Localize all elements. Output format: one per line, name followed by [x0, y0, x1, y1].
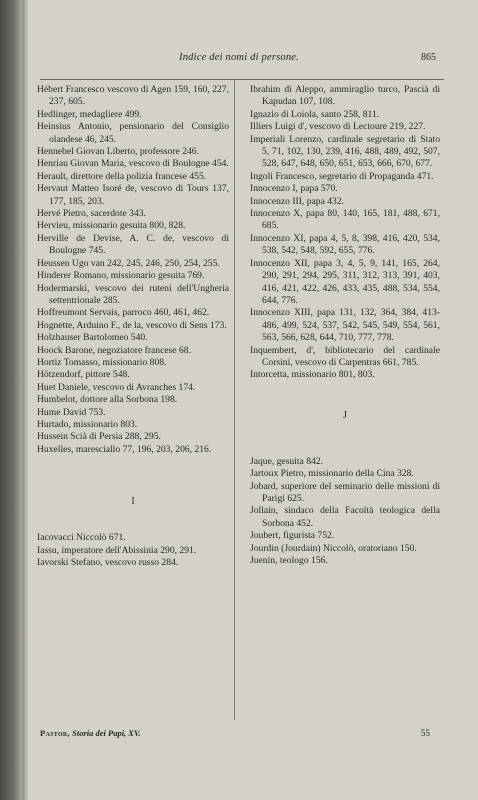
index-entry: Hinderer Romano, missionario gesuita 769.: [37, 270, 205, 282]
left-entries-bottom: [37, 532, 229, 569]
index-entry: Holzhauser Bartolomeo 540.: [37, 332, 148, 344]
index-entry: Jartoux Pietro, missionario della Cina 328.: [250, 468, 414, 480]
index-entry: Humbelot, dottore alla Sorbona 198.: [37, 394, 178, 406]
index-entry: Innocenzo X, papa 80, 140, 165, 181, 488, 671, 685.: [250, 208, 440, 232]
header-rule: [40, 79, 444, 80]
index-entry: Hussein Scià di Persia 288, 295.: [37, 431, 161, 443]
index-entry: Hortiz Tomasso, missionario 808.: [37, 356, 167, 368]
index-entry: Heinsius Antonio, pensionario del Consiglio olandese 46, 245.: [37, 121, 229, 145]
index-entry: Hoock Barone, negoziatore francese 68.: [37, 344, 191, 356]
column-divider: [234, 80, 235, 720]
section-j: [250, 382, 440, 456]
footer-citation: [40, 728, 141, 738]
index-entry: Hervaut Matteo Isoré de, vescovo di Tours 137, 177, 185, 203.: [37, 183, 229, 207]
index-entry: Huxelles, maresciallo 77, 196, 203, 206, 216.: [37, 443, 212, 455]
index-entry: Jaque, gesuita 842.: [250, 455, 324, 467]
index-entry: Jollain, sindaco della Facoltà teologica della Sorbona 452.: [250, 505, 440, 529]
index-entry: Iavorski Stefano, vescovo russo 284.: [37, 557, 179, 568]
footer-author: Pastor,: [40, 728, 70, 738]
index-entry: Hedlinger, medagliere 499.: [37, 108, 142, 120]
index-entry: Hébert Francesco vescovo di Agen 159, 160, 227, 237, 605.: [37, 84, 229, 108]
index-entry: Innocenzo I, papa 570.: [250, 183, 338, 195]
index-entry: Innocenzo III, papa 432.: [250, 195, 345, 207]
index-entry: Huet Daniele, vescovo di Avranches 174.: [37, 381, 196, 393]
section-letter-i: I: [131, 496, 135, 508]
page-number: 865: [421, 52, 436, 63]
book-binding: [0, 0, 22, 800]
page-footer: [40, 728, 438, 742]
index-entry: Joubert, figurista 752.: [250, 530, 335, 542]
index-entry: Hervé Pietro, sacerdote 343.: [37, 208, 146, 220]
index-entry: Innocenzo XIII, papa 131, 132, 364, 384, 413-486, 499, 524, 537, 542, 545, 549, 554, 561, 563, 566, 628, 644, 710, 777, 778.: [250, 307, 440, 344]
left-entries-top: [37, 84, 229, 456]
index-entry: Ibrahim di Aleppo, ammiraglio turco, Pascià di Kapudan 107, 108.: [250, 84, 440, 108]
index-entry: Imperiali Lorenzo, cardinale segretario di Stato 5, 71, 102, 130, 239, 416, 488, 489, 492, 507, 528, 647, 648, 650, 651, 653, 666, 670, 677.: [250, 133, 440, 170]
index-entry: Hognette, Arduino F., de la, vescovo di Sens 173.: [37, 319, 227, 331]
index-entry: Hötzendorf, pittore 548.: [37, 369, 130, 381]
left-column: [37, 84, 229, 569]
index-entry: Heussen Ugo van 242, 245, 246, 250, 254, 255.: [37, 257, 220, 269]
footer-work: Storia dei Papi, XV.: [72, 728, 141, 738]
index-entry: Inquembert, d', bibliotecario del cardinale Corsini, vescovo di Carpentras 661, 785.: [250, 344, 440, 368]
index-entry: Iacovacci Niccolò 671.: [37, 532, 126, 544]
index-entry: Jourdin (Jourdain) Niccolò, oratoriano 150.: [250, 542, 417, 554]
index-entry: Ignazio di Loiola, santo 258, 811.: [250, 108, 380, 120]
index-entry: Juenin, teologo 156.: [250, 555, 328, 566]
index-entry: Hoffreumont Servais, parroco 460, 461, 462.: [37, 307, 210, 319]
right-column: [250, 84, 440, 567]
index-entry: Herville de Devise, A. C. de, vescovo di Boulogne 745.: [37, 232, 229, 257]
index-entry: Hurtado, missionario 803.: [37, 418, 138, 430]
footer-signature: 55: [421, 728, 430, 738]
index-entry: Ingoli Francesco, segretario di Propaganda 471.: [250, 170, 434, 182]
index-entry: Herault, direttore della polizia francese 455.: [37, 170, 207, 182]
index-entry: Henriau Giovan Maria, vescovo di Boulogne 454.: [37, 158, 229, 170]
index-entry: Jobard, superiore del seminario delle missioni di Parigi 625.: [250, 480, 440, 504]
index-entry: Iassu, imperatore dell'Abissinia 290, 291.: [37, 544, 197, 556]
index-entry: Hume David 753.: [37, 406, 106, 418]
index-entry: Illiers Luigi d', vescovo di Lectoure 219, 227.: [250, 121, 426, 133]
right-entries-bottom: [250, 456, 440, 568]
index-entry: Innocenzo XII, papa 3, 4, 5, 9, 141, 165, 264, 290, 291, 294, 295, 311, 312, 313, 391, 403, 416, 421, 422, 426, 433, 435, 488, 534, 554, 644, 776.: [250, 257, 440, 306]
page-edge: [22, 0, 28, 800]
running-head: [28, 52, 450, 68]
right-entries-top: [250, 84, 440, 382]
index-entry: Hodermarski, vescovo dei ruteni dell'Ungheria settentrionale 285.: [37, 282, 229, 306]
index-entry: Innocenzo XI, papa 4, 5, 8, 398, 416, 420, 534, 538, 542, 548, 592, 655, 776.: [250, 232, 440, 257]
section-i: [37, 456, 229, 532]
index-entry: Hervieu, missionario gesuita 800, 828.: [37, 220, 186, 232]
section-letter-j: J: [343, 409, 347, 421]
index-entry: Intorcetta, missionario 801, 803.: [250, 369, 375, 381]
running-title: Indice dei nomi di persone.: [179, 52, 299, 63]
index-entry: Hennebel Giovan Liberto, professore 246.: [37, 146, 199, 158]
